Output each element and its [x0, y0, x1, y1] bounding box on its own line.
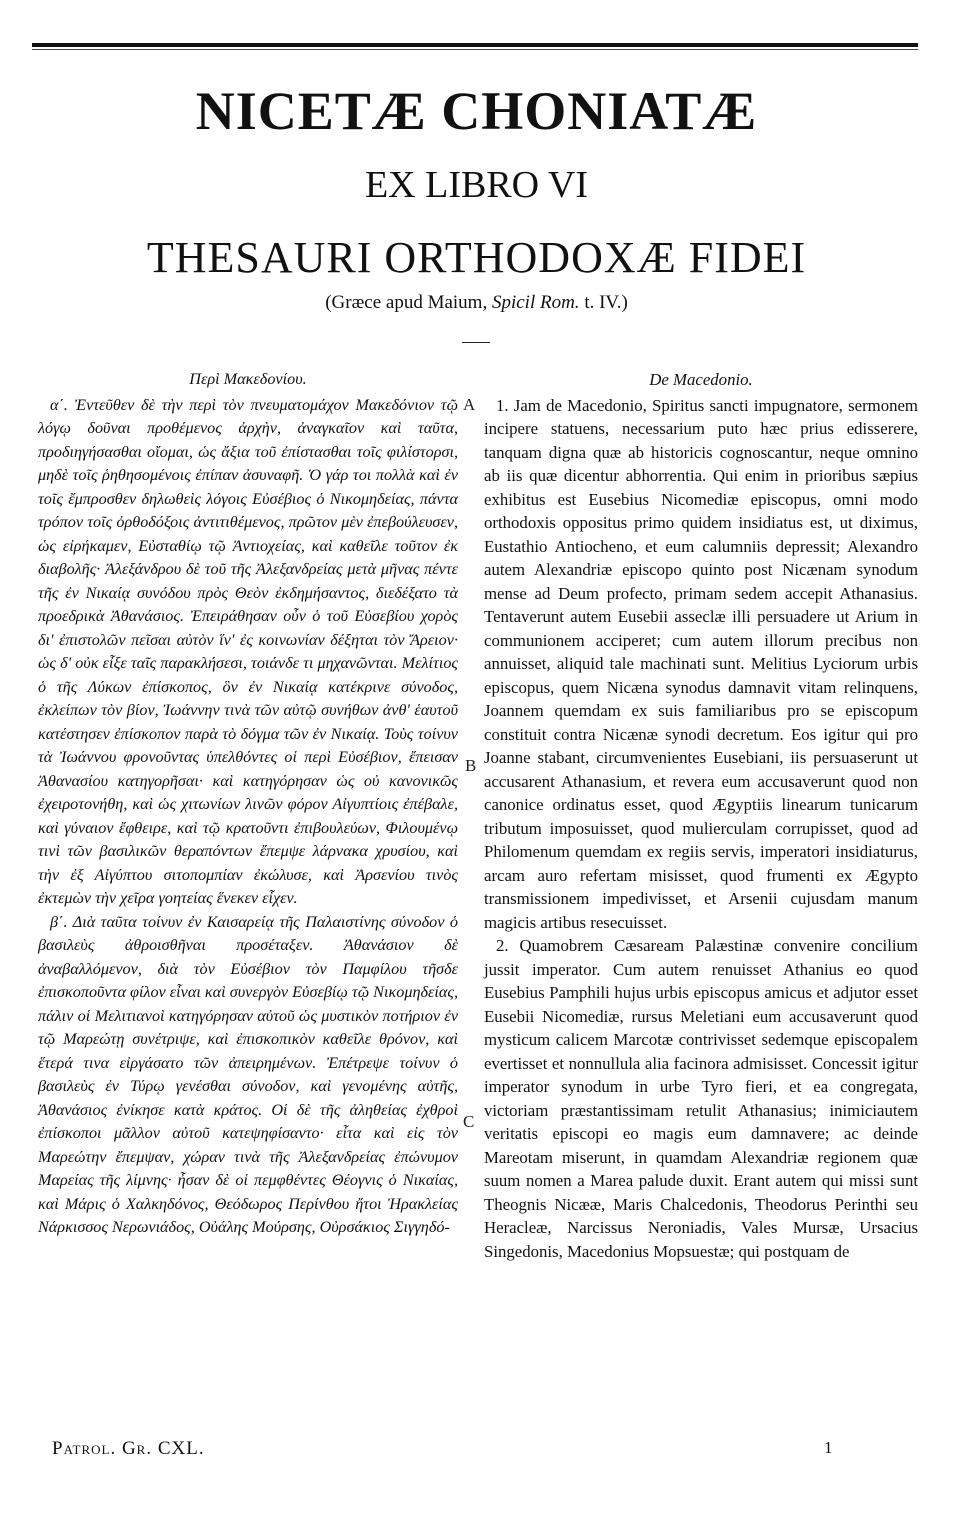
margin-letter-a: A: [463, 395, 476, 414]
margin-letter-c: C: [463, 1112, 475, 1131]
section-divider: [462, 342, 490, 343]
margin-letter-b: B: [465, 756, 477, 775]
latin-paragraph-2: 2. Quamobrem Cæsaream Palæstinæ convenire concilium jussit imperator. Cum autem renuisset Athanius eo quod Eusebius Pamphili hujus urbis episcopus amicus et adjutor esset Eusebii Nicomediæ, rursus Meletiani eum accusaverunt quod mysticum calicem Marcotæ contrivisset sedemque episcopalem evertisset et nonnullula alia facinora admisisset. Concessit igitur imperator synodum in urbe Tyro fieri, et ea congregata, victoriam præstantissimam retulit Athanasius; inimiciautem veritatis episcopi eo magis eum damnavere; ac deinde Mareotam miserunt, in quamdam Alexandriæ regionem quæ suum nomen a Marea palude duxit. Erant autem qui missi sunt Theognis Nicææ, Maris Chalcedonis, Theodorus Perinthi seu Heracleæ, Narcissus Neroniadis, Vales Mursæ, Ursacius Singedonis, Macedonius Mopsuestæ; qui postquam de: [484, 936, 918, 1261]
greek-paragraph-1: α΄. Ἐντεῦθεν δὲ τὴν περὶ τὸν πνευματομάχον Μακεδόνιον τῷ λόγῳ δοῦναι προθέμενος ἀρχὴν, ἀναγκαῖον καὶ ταῦτα, προδιηγήσασθαι οἴομαι, ὡς ἄξια τοῦ ἐπίστασθαι τοῖς φιλίστορσι, μηδὲ τοῖς ῥηθησομένοις ἐπίπαν ἀσυναφῆ. Ὁ γάρ τοι πολλὰ καὶ ἐν τοῖς ἔμπροσθεν δηλωθεὶς λόγοις Εὐσέβιος ὁ Νικομηδείας, πάντα τρόπον τοῖς ὀρθοδόξοις ἀντιτιθέμενος, πρῶτον μὲν ἐπεβούλευσεν, ὡς εἰρήκαμεν, Εὐσταθίῳ τῷ Ἀντιοχείας, καὶ καθεῖλε τοῦτον ἐκ διαβολῆς· Ἀλεξάνδρου δὲ τοῦ τῆς Ἀλεξανδρείας μετὰ μῆνας πέντε τῆς ἐν Νικαίᾳ συνόδου πρὸς Θεὸν ἐκδημήσαντος, διεδέξατο τὰ προεδρικὰ Ἀθανάσιος. Ἐπειράθησαν οὖν ὁ τοῦ Εὐσεβίου χορὸς δι' ἐπιστολῶν πεῖσαι αὐτὸν ἵν' ἐς κοινωνίαν δέξηται τὸν Ἄρειον· ὡς δ' οὐκ εἶξε ταῖς παρακλήσεσι, τοιάνδε τι μηχανῶνται. Μελίτιος ὁ τῆς Λύκων ἐπίσκοπος, ὃν ἐν Νικαίᾳ κατέκρινε σύνοδος, ἐκλείπων τὸν βίον, Ἰωάννην τινὰ τῶν αὐτῷ συνήθων ἀνθ' ἑαυτοῦ κατέστησεν ἐπίσκοπον παρὰ τὸ δόγμα τῶν ἐν Νικαίᾳ. Τοὺς τοίνυν τὰ Ἰωάννου φρονοῦντας ὑπελθόντες οἱ περὶ Εὐσέβιον, ἔπεισαν Ἀθανασίου κατηγορῆσαι· καὶ κατηγόρησαν ὡς οὐ κανονικῶς ἐχειροτονήθη, καὶ ὡς χιτωνίων λινῶν φόρον Αἰγυπτίοις ἐπέβαλε, καὶ γύναιον ἔφθειρε, καὶ τῷ κρατοῦντι ἐπιβουλεύων, Φιλουμένῳ τινὶ τῶν βασιλικῶν θεραπόντων ἔπεμψε λάρνακα χρυσίου, καὶ τὴν ἐξ Αἰγύπτου σιτοπομπίαν ἐκώλυσε, καὶ Ἀρσενίου τινὸς ἐκτεμὼν τὴν χεῖρα γοητείας ἕνεκεν εἶχεν.: [38, 395, 458, 907]
greek-paragraph-2: β΄. Διὰ ταῦτα τοίνυν ἐν Καισαρείᾳ τῆς Παλαιστίνης σύνοδον ὁ βασιλεὺς ἀθροισθῆναι προσέταξεν. Ἀθανάσιον δὲ ἀναβαλλόμενον, διὰ τὸν Εὐσέβιον τὸν Παμφίλου τῆσδε ἐπισκοποῦντα φίλον εἶναι καὶ συνεργὸν Εὐσεβίῳ τῷ Νικομηδείας, πάλιν οἱ Μελιτιανοὶ κατηγόρησαν αὐτοῦ ὡς μυστικὸν ποτήριον ἐν τῷ Μαρεώτῃ συνέτριψε, καὶ ἐπισκοπικὸν καθεῖλε θρόνον, καὶ ἕτερά τινα εἰργάσατο τῶν ἀπειρημένων. Ἐπέτρεψε τοίνυν ὁ βασιλεὺς ἐν Τύρῳ γενέσθαι σύνοδον, καὶ γενομένης αὐτῆς, Ἀθανάσιος ἐνίκησε κατὰ κράτος. Οἱ δὲ τῆς ἀληθείας ἐχθροὶ ἐπίσκοποι μᾶλλον αὐτοῦ κατεψηφίσαντο· εἶτα καὶ εἰς τὸν Μαρεώτην ἔπεμψαν, χώραν τινὰ τῆς Ἀλεξανδρείας ἐπώνυμον Μαρείας τῆς λίμνης· ἦσαν δὲ οἱ πεμφθέντες Θέογνις ὁ Νικαίας, καὶ Μάρις ὁ Χαλκηδόνος, Θεόδωρος Περίνθου ἤτοι Ἡρακλείας Νάρκισσος Νερωνιάδος, Οὐάλης Μούρσης, Οὐρσάκιος Σιγγηδό-: [38, 912, 458, 1236]
greek-heading: Περὶ Μακεδονίου.: [189, 370, 307, 388]
source-italic: Spicil Rom.: [491, 292, 580, 313]
latin-column: [484, 368, 918, 1263]
greek-column: [38, 368, 458, 1240]
top-rule-thin: [32, 49, 918, 50]
page-title: NICETÆ CHONIATÆ: [195, 81, 758, 141]
source-prefix: (Græce apud Maium,: [325, 292, 492, 313]
latin-heading: De Macedonio.: [649, 370, 753, 389]
footer-page-number: 1: [824, 1438, 833, 1457]
source-suffix: t. IV.): [579, 292, 628, 313]
book-subtitle: EX LIBRO VI: [364, 164, 589, 206]
latin-paragraph-1: 1. Jam de Macedonio, Spiritus sancti impugnatore, sermonem incipere statuens, necessarium puto hæc prius edisserere, tanquam digna quæ ab historicis cognoscantur, neque omnino ab iis quæ dicentur abhorrentia. Qui enim in prioribus sæpius exhibitus est Eusebius Nicomediæ episcopus, omni modo orthodoxis oppositus primo quidem insidiatus est, ut diximus, Eustathio Antiocheno, et eum calumniis depressit; Alexandro autem Alexandriæ episcopo quinto post Nicænam synodum mense ad Deum profecto, primam sedem accepit Athanasius. Tentaverunt autem Eusebii asseclæ illi persuadere ut Arium in communionem acciperet; cum autem illorum precibus non annuisset, aliquid tale machinati sunt. Melitius Lyciorum urbis episcopus, quem Nicæna synodus damnavit vitam relinquens, Joannem quemdam ex suis familiaribus pro se episcopum constituit contra Nicænæ synodi decretum. Eos igitur qui pro Joanne stabant, circumvenientes Eusebiani, iis persuaserunt ut accusarent Athanasium, et revera eum accusaverunt quod non canonice ordinatus esset, quod Ægyptiis linearum tunicarum tributum imposuisset, quod mulierculam corrupisset, quod ad Philomenum quemdam ex regiis servis, imperatori insidiaturus, arcam auro refertam misisset, quod frumenti ex Ægypto transmissionem impedivisset, et Arsenii cujusdam manum magicis artibus resecuisset.: [484, 395, 918, 932]
work-subtitle: THESAURI ORTHODOXÆ FIDEI: [146, 233, 807, 282]
top-rule: [32, 43, 918, 47]
footer-signature: Patrol. Gr. CXL.: [52, 1438, 205, 1459]
source-note: [0, 292, 953, 314]
